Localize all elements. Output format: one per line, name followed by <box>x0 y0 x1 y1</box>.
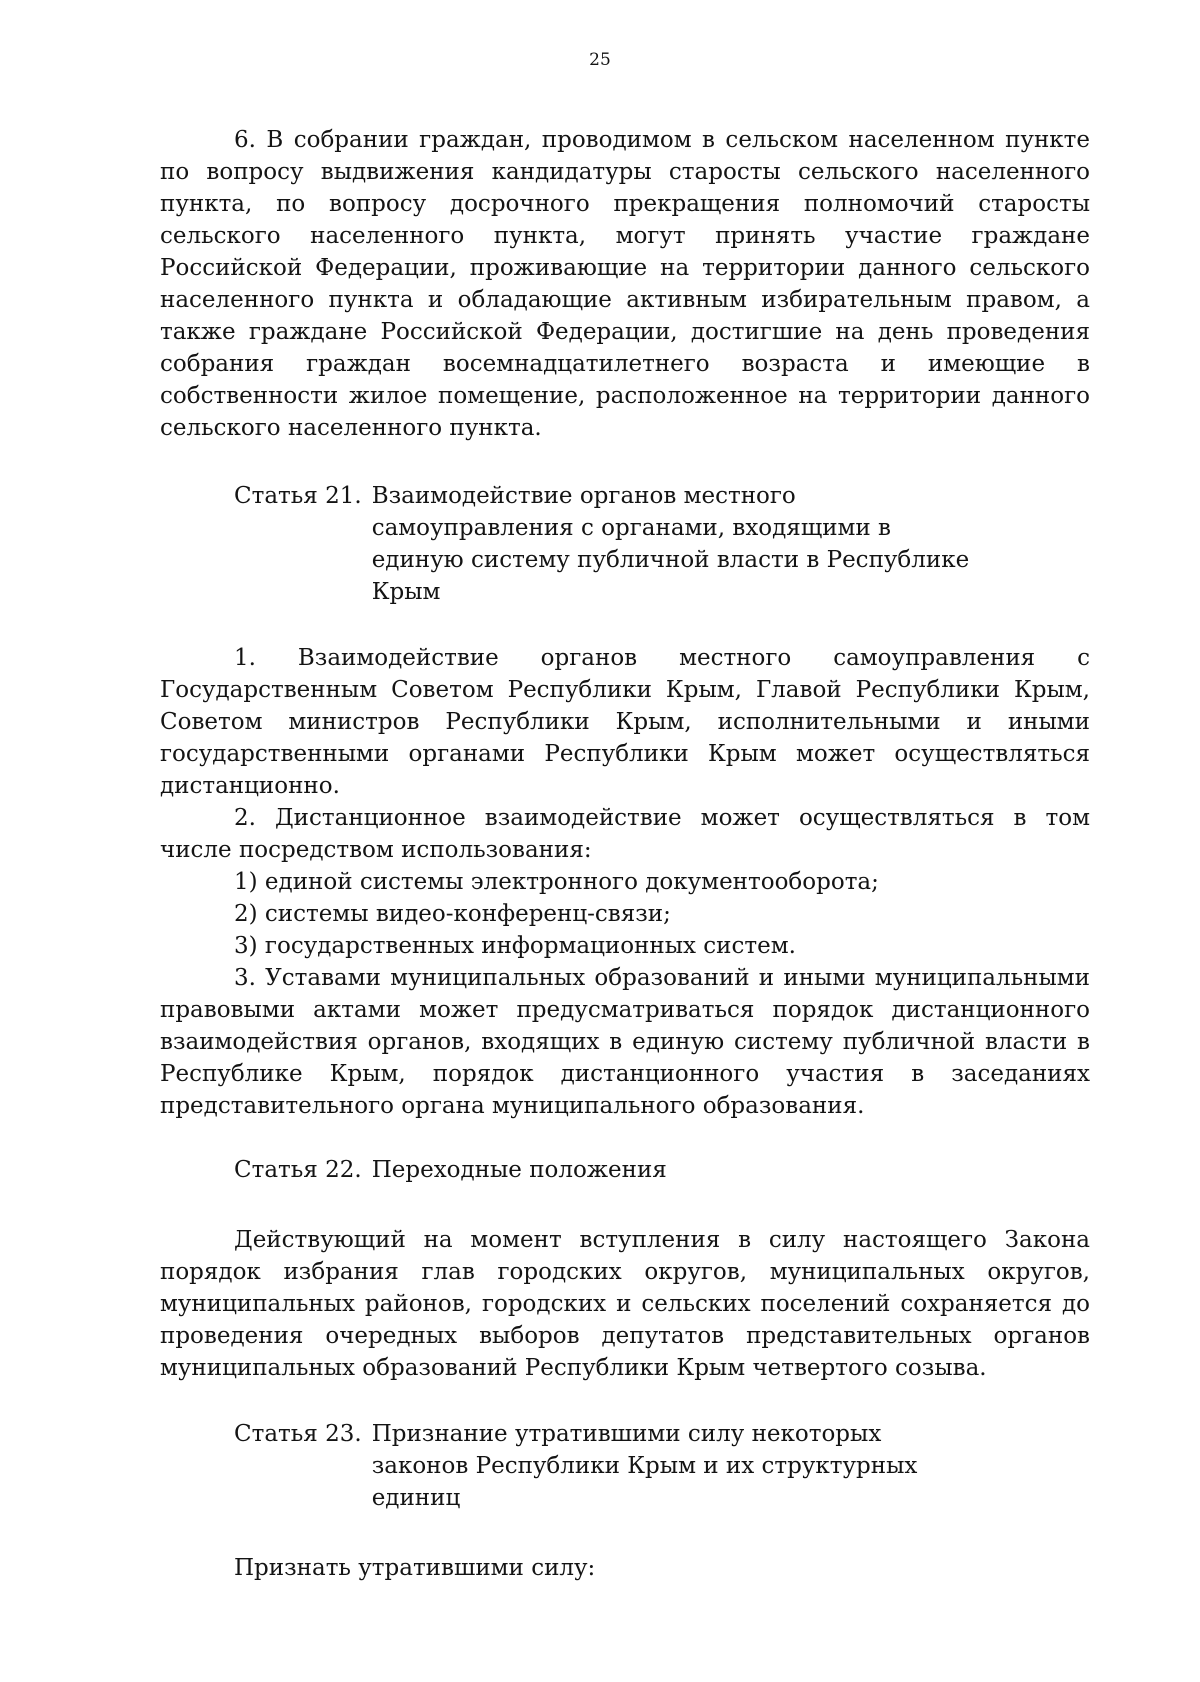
article-21-number: Статья 21. <box>234 483 362 509</box>
document-body <box>160 124 1090 1584</box>
article-21-list-item-3: 3) государственных информационных систем. <box>234 933 796 959</box>
article-21-paragraph-2: 2. Дистанционное взаимодействие может осуществляться в том числе посредством использования: <box>160 805 1090 863</box>
article-23-heading <box>234 1418 1090 1514</box>
article-23-paragraph-1: Признать утратившими силу: <box>234 1555 596 1581</box>
article-22-title: Переходные положения <box>371 1157 667 1183</box>
article-22-number: Статья 22. <box>234 1157 362 1183</box>
article-21-list-item-2: 2) системы видео-конференц-связи; <box>234 901 671 927</box>
page-number: 25 <box>589 50 611 70</box>
paragraph-6: 6. В собрании граждан, проводимом в сельском населенном пункте по вопросу выдвижения кандидатуры старосты сельского населенного пункта, по вопросу досрочного прекращения полномочий старосты сельского населенного пункта, могут принять участие граждане Российской Федерации, проживающие на территории данного сельского населенного пункта и обладающие активным избирательным правом, а также граждане Российской Федерации, достигшие на день проведения собрания граждан восемнадцатилетнего возраста и имеющие в собственности жилое помещение, расположенное на территории данного сельского населенного пункта. <box>160 127 1090 441</box>
article-22-paragraph-1: Действующий на момент вступления в силу настоящего Закона порядок избрания глав городских округов, муниципальных округов, муниципальных районов, городских и сельских поселений сохраняется до проведения очередных выборов депутатов представительных органов муниципальных образований Республики Крым четвертого созыва. <box>160 1227 1090 1381</box>
article-21-list-item-1: 1) единой системы электронного документооборота; <box>234 869 879 895</box>
article-21-paragraph-3: 3. Уставами муниципальных образований и иными муниципальными правовыми актами может предусматриваться порядок дистанционного взаимодействия органов, входящих в единую систему публичной власти в Республике Крым, порядок дистанционного участия в заседаниях представительного органа муниципального образования. <box>160 965 1090 1119</box>
article-23-title: Признание утратившими силу некоторых законов Республики Крым и их структурных единиц <box>371 1421 918 1511</box>
article-21-title: Взаимодействие органов местного самоуправления с органами, входящими в единую систему публичной власти в Республике Крым <box>371 483 970 605</box>
article-22-heading <box>234 1154 1090 1186</box>
article-23-number: Статья 23. <box>234 1421 362 1447</box>
article-21-paragraph-1: 1. Взаимодействие органов местного самоуправления с Государственным Советом Республики Крым, Главой Республики Крым, Советом министров Республики Крым, исполнительными и иными государственными органами Республики Крым может осуществляться дистанционно. <box>160 645 1090 799</box>
article-21-heading <box>234 480 1090 608</box>
